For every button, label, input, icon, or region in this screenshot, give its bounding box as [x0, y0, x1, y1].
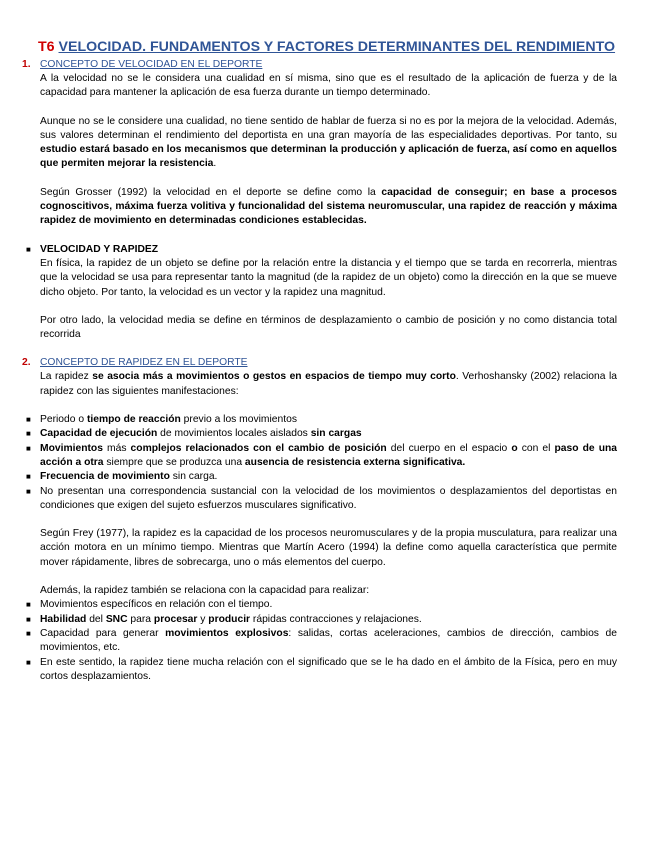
- list-item: ■ Capacidad para generar movimientos explosivos: salidas, cortas aceleraciones, cambios de dirección, cambios de movimientos, etc.: [40, 627, 617, 656]
- list-item: ■ En este sentido, la rapidez tiene mucha relación con el significado que se le ha dado en el ámbito de la Física, pero en muy cortos desplazamientos.: [40, 656, 617, 685]
- section-2-title: CONCEPTO DE RAPIDEZ EN EL DEPORTE: [40, 357, 248, 369]
- velocidad-rapidez-paragraph-2: Por otro lado, la velocidad media se define en términos de desplazamiento o cambio de posición y no como distancia total recorrida: [40, 314, 617, 341]
- square-bullet-icon: ■: [26, 600, 31, 610]
- title-text: VELOCIDAD. FUNDAMENTOS Y FACTORES DETERMINANTES DEL RENDIMIENTO: [58, 39, 616, 55]
- document-body: [22, 58, 618, 684]
- section-2-number: 2.: [22, 357, 31, 369]
- section-1-number: 1.: [22, 59, 31, 70]
- list-item: ■ Periodo o tiempo de reacción previo a los movimientos: [40, 413, 617, 427]
- square-bullet-icon: ■: [26, 443, 31, 453]
- velocidad-rapidez-paragraph-1: En física, la rapidez de un objeto se define por la relación entre la distancia y el tiempo que se tarda en recorrerla, mientras que la velocidad se usa para representar tanto la magnitud (de la rapidez de un objeto) como la dirección en la que se mueve dicho objeto. Por tanto, la velocidad es un vector y la rapidez una magnitud.: [40, 257, 617, 298]
- square-bullet-icon: ■: [26, 472, 31, 482]
- square-bullet-icon: ■: [26, 657, 31, 667]
- section-2-paragraph-1: La rapidez se asocia más a movimientos o gestos en espacios de tiempo muy corto. Verhoshansky (2002) relaciona la rapidez con las siguientes manifestaciones:: [40, 371, 617, 397]
- list-item: ■ Frecuencia de movimiento sin carga.: [40, 470, 617, 484]
- velocidad-rapidez-heading: ■ VELOCIDAD Y RAPIDEZ: [40, 243, 617, 257]
- list-item: ■ Capacidad de ejecución de movimientos locales aislados sin cargas: [40, 427, 617, 441]
- list-item: ■ Movimientos específicos en relación con el tiempo.: [40, 598, 617, 612]
- section-1-paragraph-2: Aunque no se le considere una cualidad, no tiene sentido de hablar de fuerza si no es por la mejora de la velocidad. Además, sus valores determinan el rendimiento del deportista en una gran mayoría de las especialidades deportivas. Por tanto, su estudio estará basado en los mecanismos que determinan la producción y aplicación de fuerza, así como en aquellos que permiten mejorar la resistencia.: [40, 115, 617, 170]
- square-bullet-icon: ■: [26, 429, 31, 439]
- page-title: [38, 38, 617, 56]
- square-bullet-icon: ■: [26, 614, 31, 624]
- section-1-paragraph-1: A la velocidad no se le considera una cualidad en sí misma, sino que es el resultado de la aplicación de fuerza y de la capacidad para mantener la aplicación de esa fuerza durante un tiempo determinado.: [40, 73, 617, 99]
- section-1-title: CONCEPTO DE VELOCIDAD EN EL DEPORTE: [40, 59, 263, 70]
- list-item: ■ Habilidad del SNC para procesar y producir rápidas contracciones y relajaciones.: [40, 613, 617, 627]
- square-bullet-icon: ■: [26, 628, 31, 638]
- square-bullet-icon: ■: [26, 415, 31, 425]
- section-2-paragraph-3: Además, la rapidez también se relaciona con la capacidad para realizar:: [40, 585, 370, 597]
- list-item: ■ No presentan una correspondencia sustancial con la velocidad de los movimientos o desplazamientos del deportistas en condiciones que exigen del sujeto esfuerzos musculares significativo.: [40, 485, 617, 514]
- list-item: ■ Movimientos más complejos relacionados con el cambio de posición del cuerpo en el espacio o con el paso de una acción a otra siempre que se produzca una ausencia de resistencia externa significativa.: [40, 442, 617, 471]
- section-2-paragraph-2: Según Frey (1977), la rapidez es la capacidad de los procesos neuromusculares y de la propia musculatura, para realizar una acción motora en un mínimo tiempo. Mientras que Martín Acero (1994) la define como aquella característica que permite mover rápidamente, libres de sobrecarga, uno o más elementos del cuerpo.: [40, 528, 617, 568]
- section-2-heading: [22, 356, 617, 370]
- section-1-paragraph-3: Según Grosser (1992) la velocidad en el deporte se define como la capacidad de conseguir; en base a procesos cognoscitivos, máxima fuerza volitiva y funcionalidad del sistema neuromuscular, una rapidez de reacción y máxima rapidez de movimiento en determinadas condiciones establecidas.: [40, 186, 617, 227]
- square-bullet-icon: ■: [26, 486, 31, 496]
- section-1-heading: [22, 58, 617, 72]
- title-number: T6: [38, 39, 55, 55]
- square-bullet-icon: ■: [26, 244, 31, 254]
